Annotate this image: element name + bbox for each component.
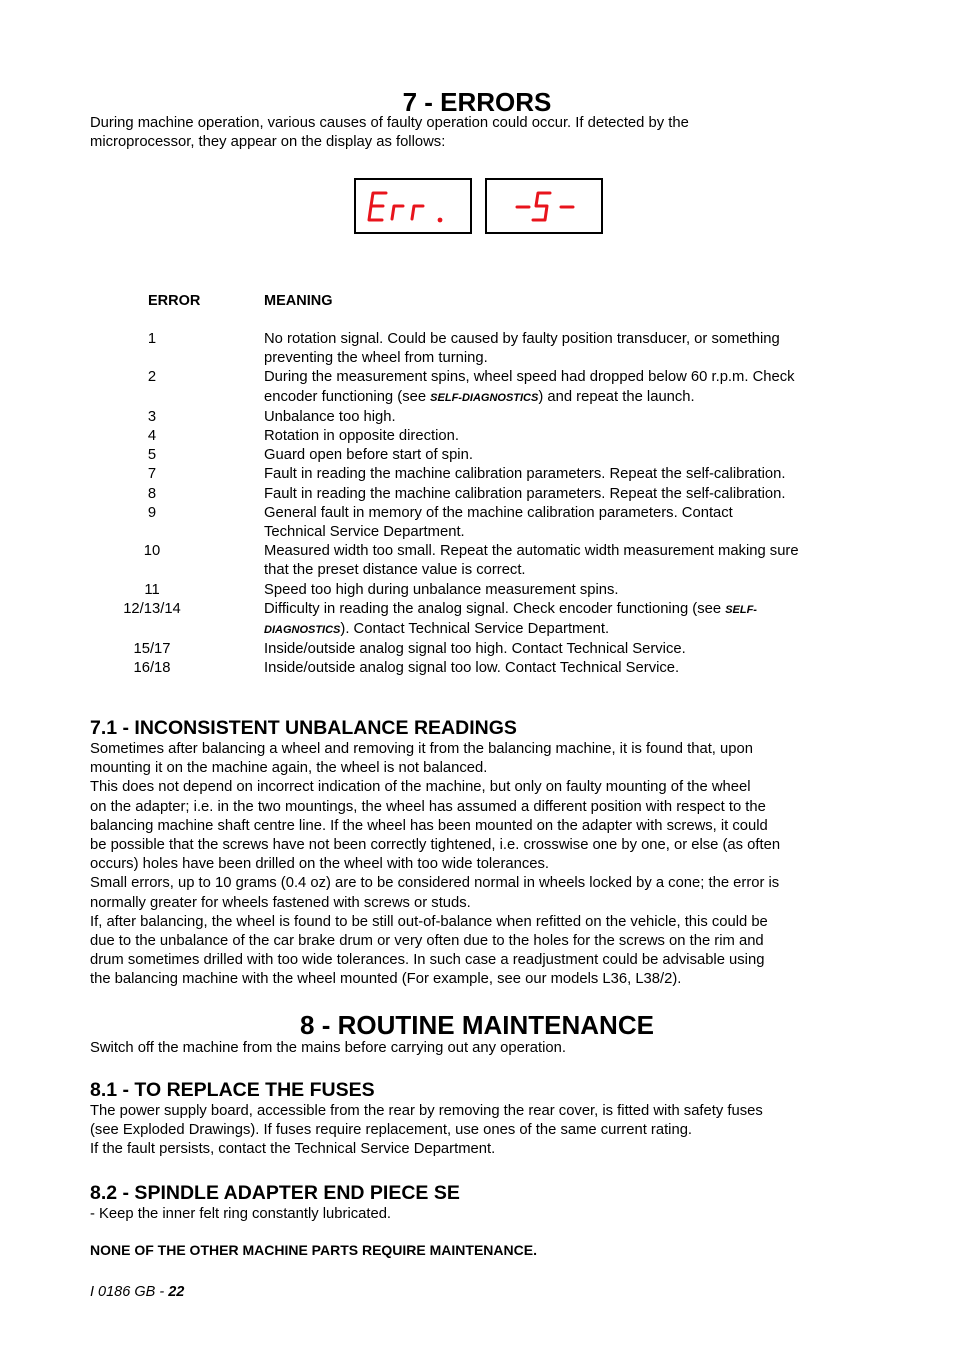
error-meaning xyxy=(264,427,849,446)
error-code: 7 xyxy=(147,466,157,483)
err-segment-readout xyxy=(356,180,470,232)
error-meaning xyxy=(264,640,849,659)
body-line: balancing machine shaft centre line. If the wheel has been mounted on the adapter with screws, it could xyxy=(90,817,768,834)
error-display-right xyxy=(485,178,603,234)
meaning-line: Measured width too small. Repeat the automatic width measurement making sure xyxy=(264,543,799,560)
error-code: 10 xyxy=(143,543,161,560)
page-footer xyxy=(90,1284,184,1300)
error-row xyxy=(0,465,954,484)
body-line: Switch off the machine from the mains before carrying out any operation. xyxy=(90,1040,566,1056)
meaning-line: Inside/outside analog signal too high. Contact Technical Service. xyxy=(264,641,686,658)
page-number: 22 xyxy=(168,1284,185,1300)
body-line: If the fault persists, contact the Technical Service Department. xyxy=(90,1141,496,1158)
meaning-line xyxy=(264,620,849,640)
error-code: 3 xyxy=(147,408,157,425)
section-7-1-title: 7.1 - INCONSISTENT UNBALANCE READINGS xyxy=(90,717,517,739)
error-row xyxy=(0,485,954,504)
meaning-line: that the preset distance value is correct. xyxy=(264,562,526,579)
maintenance-note: NONE OF THE OTHER MACHINE PARTS REQUIRE MAINTENANCE. xyxy=(90,1242,537,1258)
error-row xyxy=(0,408,954,427)
meaning-line: Guard open before start of spin. xyxy=(264,447,473,464)
error-meaning xyxy=(264,368,849,407)
self-diagnostics-ref: SELF- xyxy=(725,603,757,616)
error-row xyxy=(0,659,954,678)
error-meaning xyxy=(264,465,849,484)
body-line: mounting it on the machine again, the wheel is not balanced. xyxy=(90,760,488,777)
table-header-meaning: MEANING xyxy=(264,293,333,309)
error-meaning xyxy=(264,485,849,504)
section-7-title: 7 - ERRORS xyxy=(402,87,552,117)
meaning-line xyxy=(264,388,849,408)
body-line: - Keep the inner felt ring constantly lubricated. xyxy=(90,1206,392,1222)
meaning-text: encoder functioning (see xyxy=(264,388,431,405)
error-meaning xyxy=(264,659,849,678)
meaning-line: Technical Service Department. xyxy=(264,524,465,541)
meaning-text: ). Contact Technical Service Department. xyxy=(340,621,610,638)
meaning-line: Speed too high during unbalance measurement spins. xyxy=(264,581,619,598)
error-code: 9 xyxy=(147,504,157,521)
meaning-line: Inside/outside analog signal too low. Contact Technical Service. xyxy=(264,660,680,677)
error-code: 2 xyxy=(147,369,157,386)
error-meaning xyxy=(264,408,849,427)
error-code: 12/13/14 xyxy=(123,600,181,617)
body-line: on the adapter; i.e. in the two mountings, the wheel has assumed a different position with respect to the xyxy=(90,798,766,815)
body-line: be possible that the screws have not been correctly tightened, i.e. crosswise one by one, or else (as often xyxy=(90,837,781,854)
error-meaning xyxy=(264,446,849,465)
error-meaning xyxy=(264,600,849,640)
doc-code: I 0186 GB - xyxy=(90,1284,169,1300)
body-line: occurs) holes have been drilled on the wheel with too wide tolerances. xyxy=(90,856,549,873)
meaning-line: Fault in reading the machine calibration parameters. Repeat the self-calibration. xyxy=(264,466,786,483)
section-7-1-body xyxy=(90,740,850,990)
error-code: 5 xyxy=(147,447,157,464)
meaning-line: preventing the wheel from turning. xyxy=(264,350,488,367)
self-diagnostics-ref: SELF-DIAGNOSTICS xyxy=(430,391,539,404)
body-line: This does not depend on incorrect indication of the machine, but only on faulty mounting of the wheel xyxy=(90,779,751,796)
section-8-title: 8 - ROUTINE MAINTENANCE xyxy=(300,1010,654,1040)
body-line: drum sometimes drilled with too wide tolerances. In such case a readjustment could be advisable using xyxy=(90,952,765,969)
error-meaning xyxy=(264,581,849,600)
section-8-1-title: 8.1 - TO REPLACE THE FUSES xyxy=(90,1079,375,1101)
intro-line: During machine operation, various causes of faulty operation could occur. If detected by the xyxy=(90,115,689,131)
error-code: 1 xyxy=(147,331,157,347)
error-meaning xyxy=(264,504,849,542)
meaning-text: ) and repeat the launch. xyxy=(538,388,695,405)
meaning-text: Difficulty in reading the analog signal. Check encoder functioning (see xyxy=(264,600,726,617)
table-header-error: ERROR xyxy=(148,293,201,309)
meaning-line: Unbalance too high. xyxy=(264,408,396,425)
meaning-line: During the measurement spins, wheel speed had dropped below 60 r.p.m. Check xyxy=(264,369,795,386)
error-row xyxy=(0,581,954,600)
meaning-line: General fault in memory of the machine calibration parameters. Contact xyxy=(264,504,733,521)
body-line: (see Exploded Drawings). If fuses require replacement, use ones of the same current rating. xyxy=(90,1122,693,1139)
meaning-line: Fault in reading the machine calibration parameters. Repeat the self-calibration. xyxy=(264,485,786,502)
self-diagnostics-ref: DIAGNOSTICS xyxy=(264,624,341,637)
error-row xyxy=(0,427,954,446)
error-code: 15/17 xyxy=(133,641,171,658)
error-code: 4 xyxy=(147,428,157,445)
section-8-2-title: 8.2 - SPINDLE ADAPTER END PIECE SE xyxy=(90,1182,460,1204)
section-7-intro xyxy=(90,114,850,152)
body-line: The power supply board, accessible from the rear by removing the rear cover, is fitted with safety fuses xyxy=(90,1103,763,1119)
error-code: 16/18 xyxy=(133,660,171,677)
intro-line: microprocessor, they appear on the display as follows: xyxy=(90,134,446,151)
error-row xyxy=(0,368,954,407)
meaning-line: No rotation signal. Could be caused by faulty position transducer, or something xyxy=(264,331,780,347)
error-row xyxy=(0,600,954,640)
error-meaning xyxy=(264,330,849,368)
section-8-2-body xyxy=(90,1205,850,1224)
error-meaning xyxy=(264,542,849,580)
body-line: normally greater for wheels fastened with screws or studs. xyxy=(90,894,471,911)
section-8-1-body xyxy=(90,1102,850,1160)
body-line: due to the unbalance of the car brake drum or very often due to the holes for the screws on the rim and xyxy=(90,933,764,950)
error-row xyxy=(0,640,954,659)
error-row xyxy=(0,542,954,580)
error-number-segment-readout xyxy=(487,180,601,232)
error-row xyxy=(0,330,954,368)
body-line: Small errors, up to 10 grams (0.4 oz) are to be considered normal in wheels locked by a cone; the error is xyxy=(90,875,780,892)
meaning-line: Rotation in opposite direction. xyxy=(264,428,459,445)
error-row xyxy=(0,504,954,542)
error-code: 8 xyxy=(147,485,157,502)
error-row xyxy=(0,446,954,465)
meaning-line xyxy=(264,600,849,620)
error-table xyxy=(0,330,954,679)
error-code: 11 xyxy=(144,581,160,598)
section-8-intro xyxy=(90,1039,850,1058)
body-line: Sometimes after balancing a wheel and removing it from the balancing machine, it is found that, upon xyxy=(90,741,753,757)
body-line: If, after balancing, the wheel is found to be still out-of-balance when refitted on the vehicle, this could be xyxy=(90,913,768,930)
body-line: the balancing machine with the wheel mounted (For example, see our models L36, L38/2). xyxy=(90,971,682,988)
error-display-left xyxy=(354,178,472,234)
